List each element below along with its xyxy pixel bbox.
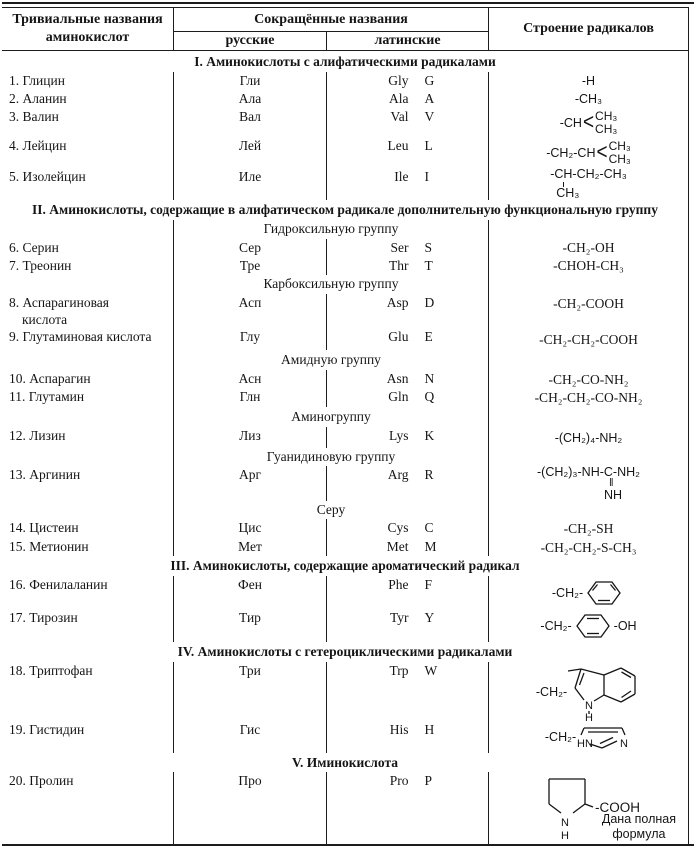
empty-cell bbox=[489, 448, 688, 466]
row-isoleucine bbox=[2, 168, 688, 199]
lat-abbrev bbox=[327, 721, 489, 753]
full-formula-note bbox=[602, 812, 676, 842]
lat3-code: Gly bbox=[388, 73, 409, 89]
trivial-name: 20. Пролин bbox=[2, 772, 174, 844]
lat1-code: L bbox=[424, 138, 433, 154]
trivial-name: 9. Глутаминовая кислота bbox=[2, 328, 174, 350]
lat1-code: T bbox=[424, 257, 433, 273]
lat3-code: Val bbox=[390, 109, 409, 125]
branch-stack bbox=[595, 110, 617, 136]
lat1-code: H bbox=[424, 722, 435, 738]
lat-abbrev bbox=[327, 538, 489, 556]
trivial-name: 10. Аспарагин bbox=[2, 370, 174, 388]
trivial-name: 14. Цистеин bbox=[2, 519, 174, 538]
empty-cell bbox=[2, 275, 174, 294]
rus-abbrev: Лей bbox=[174, 137, 327, 168]
rus-abbrev: Глу bbox=[174, 328, 327, 350]
subsection-label: Амидную группу bbox=[174, 350, 489, 370]
formula-line2: CH₃ bbox=[556, 185, 580, 200]
rus-abbrev: Арг bbox=[174, 466, 327, 501]
row-tyrosine bbox=[2, 609, 688, 642]
branch-bottom: CH₃ bbox=[595, 121, 618, 136]
branched-formula bbox=[560, 110, 618, 136]
rus-abbrev: Цис bbox=[174, 519, 327, 538]
header-abbrev-subcolumns bbox=[174, 32, 488, 50]
branch-bracket: < bbox=[582, 110, 595, 135]
lat-abbrev bbox=[327, 328, 489, 350]
row-glutamic-acid bbox=[2, 328, 688, 350]
trivial-name: 13. Аргинин bbox=[2, 466, 174, 501]
lat-abbrev bbox=[327, 108, 489, 137]
lat3-code: Pro bbox=[389, 773, 409, 789]
section-title-imino: V. Иминокислота bbox=[291, 754, 398, 770]
benzene-ring bbox=[573, 611, 613, 641]
branch-top: CH₃ bbox=[595, 108, 618, 123]
lat3-code: Asn bbox=[386, 371, 409, 387]
lat3-code: Phe bbox=[388, 577, 409, 593]
empty-cell bbox=[489, 275, 688, 294]
hydroxybenzyl-formula bbox=[540, 611, 636, 641]
radical-structure bbox=[489, 137, 688, 168]
lat1-code: I bbox=[424, 169, 429, 185]
imidazolylmethyl-formula bbox=[545, 723, 632, 751]
rus-abbrev: Сер bbox=[174, 239, 327, 257]
row-leucine bbox=[2, 137, 688, 168]
row-aspartic-acid bbox=[2, 294, 688, 329]
top-rule bbox=[2, 2, 694, 4]
trivial-name: 16. Фенилаланин bbox=[2, 576, 174, 609]
header-latin: латинские bbox=[374, 33, 441, 49]
lat-abbrev bbox=[327, 662, 489, 721]
trivial-name: 15. Метионин bbox=[2, 538, 174, 556]
row-phenylalanine bbox=[2, 576, 688, 609]
radical-structure: -CH₂-COOH bbox=[553, 295, 624, 311]
row-histidine bbox=[2, 721, 688, 753]
lat-abbrev bbox=[327, 168, 489, 199]
lat1-code: E bbox=[424, 329, 433, 345]
row-tryptophan bbox=[2, 662, 688, 725]
rus-abbrev: Глн bbox=[174, 388, 327, 407]
lat3-code: Ala bbox=[389, 91, 409, 107]
empty-cell bbox=[2, 350, 174, 370]
lat-abbrev bbox=[327, 72, 489, 90]
lat3-code: Tyr bbox=[389, 610, 409, 626]
table-header bbox=[2, 8, 688, 51]
lat-abbrev bbox=[327, 772, 489, 844]
lat-abbrev bbox=[327, 137, 489, 168]
row-alanine bbox=[2, 90, 688, 108]
subsection-label: Гидроксильную группу bbox=[174, 220, 489, 239]
lat3-code: Ile bbox=[394, 169, 409, 185]
empty-cell bbox=[2, 407, 174, 427]
lat-abbrev bbox=[327, 90, 489, 108]
radical-structure: -CH₂-OH bbox=[562, 239, 615, 255]
radical-structure bbox=[489, 662, 688, 725]
radical-structure: -CH₂-CH₂-S-CH₃ bbox=[540, 539, 637, 555]
lat3-code: Asp bbox=[386, 294, 409, 310]
ring-prefix: -CH₂- bbox=[535, 685, 568, 700]
row-glutamine bbox=[2, 388, 688, 407]
subsection-label: Гуанидиновую группу bbox=[174, 448, 489, 466]
radical-structure bbox=[489, 168, 688, 199]
subsection-carboxyl bbox=[2, 275, 688, 294]
trivial-name: 5. Изолейцин bbox=[2, 168, 174, 199]
rus-abbrev: Тир bbox=[174, 609, 327, 642]
trivial-name: 17. Тирозин bbox=[2, 609, 174, 642]
radical-structure bbox=[489, 108, 688, 137]
lat-abbrev bbox=[327, 370, 489, 388]
empty-cell bbox=[489, 350, 688, 370]
lat1-code: W bbox=[424, 663, 438, 679]
amino-acid-table bbox=[2, 7, 689, 844]
trivial-name: 6. Серин bbox=[2, 239, 174, 257]
lat-abbrev bbox=[327, 427, 489, 448]
lat1-code: R bbox=[424, 467, 434, 483]
row-asparagine bbox=[2, 370, 688, 388]
radical-structure: -(CH₂)₄-NH₂ bbox=[554, 430, 623, 445]
benzyl-formula bbox=[552, 578, 625, 608]
row-methionine bbox=[2, 538, 688, 556]
row-threonine bbox=[2, 257, 688, 275]
lat-abbrev bbox=[327, 388, 489, 407]
empty-cell bbox=[489, 220, 688, 239]
header-russian: русские bbox=[174, 32, 327, 50]
radical-structure: -CH₂-CO-NH₂ bbox=[548, 371, 629, 387]
guanidine-formula bbox=[537, 466, 640, 501]
empty-cell bbox=[2, 220, 174, 239]
trivial-name bbox=[2, 294, 174, 329]
subsection-sulfur bbox=[2, 501, 688, 519]
trivial-name: 4. Лейцин bbox=[2, 137, 174, 168]
lat1-code: M bbox=[424, 539, 437, 555]
branched-formula bbox=[546, 140, 631, 166]
row-serine bbox=[2, 239, 688, 257]
subsection-label: Карбоксильную группу bbox=[174, 275, 489, 294]
subsection-label: Серу bbox=[174, 501, 489, 519]
radical-structure bbox=[489, 576, 688, 609]
subsection-guanidine bbox=[2, 448, 688, 466]
section-title-aromatic: III. Аминокислоты, содержащие ароматический радикал bbox=[170, 558, 520, 574]
lat1-code: F bbox=[424, 577, 433, 593]
lat3-code: Glu bbox=[388, 329, 409, 345]
name-line2: кислота bbox=[22, 311, 68, 327]
header-radical-structure: Строение радикалов bbox=[523, 21, 654, 37]
row-cysteine bbox=[2, 519, 688, 538]
radical-structure: -H bbox=[581, 74, 596, 89]
rus-abbrev: Три bbox=[174, 662, 327, 721]
note-line1: Дана полная bbox=[601, 812, 676, 827]
rus-abbrev: Тре bbox=[174, 257, 327, 275]
lat1-code: N bbox=[424, 371, 435, 387]
indole-ring bbox=[568, 663, 640, 725]
ring-prefix: -CH₂- bbox=[544, 730, 577, 745]
row-lysine bbox=[2, 427, 688, 448]
double-bond: ‖ bbox=[609, 476, 614, 489]
lat-abbrev bbox=[327, 294, 489, 329]
section-title-aliphatic: I. Аминокислоты с алифатическими радикалами bbox=[194, 53, 496, 69]
lat1-code: K bbox=[424, 428, 435, 444]
radical-structure bbox=[489, 772, 688, 844]
section-title-heterocyclic: IV. Аминокислоты с гетероциклическими радикалами bbox=[177, 644, 513, 660]
lat-abbrev bbox=[327, 576, 489, 609]
lat-abbrev bbox=[327, 519, 489, 538]
subsection-amide bbox=[2, 350, 688, 370]
ring-n-label: N bbox=[620, 738, 629, 751]
lat3-code: His bbox=[389, 722, 409, 738]
formula-line3: NH bbox=[604, 487, 623, 502]
rus-abbrev: Лиз bbox=[174, 427, 327, 448]
section-title-functional-group: II. Аминокислоты, содержащие в алифатическом радикале дополнительную функциональную группу bbox=[32, 201, 658, 217]
ring-h-label: H bbox=[560, 830, 569, 843]
branch-prefix: -CH bbox=[559, 115, 582, 130]
lat-abbrev bbox=[327, 257, 489, 275]
ring-n-label: N bbox=[585, 700, 594, 713]
trivial-name: 12. Лизин bbox=[2, 427, 174, 448]
empty-cell bbox=[2, 448, 174, 466]
radical-structure: -CH₂-CH₂-CO-NH₂ bbox=[534, 390, 643, 406]
trivial-name: 3. Валин bbox=[2, 108, 174, 137]
rus-abbrev: Про bbox=[174, 772, 327, 844]
empty-cell bbox=[489, 407, 688, 427]
carboxyl-group: -COOH bbox=[594, 800, 640, 816]
rus-abbrev: Мет bbox=[174, 538, 327, 556]
lat1-code: G bbox=[424, 73, 435, 89]
lat3-code: Gln bbox=[388, 389, 409, 405]
benzene-ring bbox=[584, 578, 624, 608]
formula-line1: -CH-CH₂-CH₃ bbox=[550, 167, 627, 182]
ring-prefix: -CH₂- bbox=[551, 585, 584, 600]
lat-abbrev bbox=[327, 466, 489, 501]
radical-structure: -CHOH-CH₃ bbox=[553, 257, 624, 273]
lat1-code: S bbox=[424, 239, 433, 255]
two-line-formula bbox=[550, 168, 627, 199]
subsection-hydroxyl bbox=[2, 220, 688, 239]
lat3-code: Thr bbox=[389, 257, 409, 273]
name-line1: 8. Аспарагиновая bbox=[9, 294, 109, 310]
lat1-code: V bbox=[424, 109, 435, 125]
formula-line1: -(CH₂)₃-NH-C-NH₂ bbox=[537, 465, 640, 480]
radical-structure: -CH₂-CH₂-COOH bbox=[539, 331, 638, 347]
note-line2: формула bbox=[612, 827, 666, 842]
rus-abbrev: Гис bbox=[174, 721, 327, 753]
lat3-code: Trp bbox=[389, 663, 409, 679]
lat3-code: Ser bbox=[390, 239, 409, 255]
radical-structure bbox=[489, 609, 688, 642]
radical-structure: -CH₂-SH bbox=[563, 521, 614, 537]
lat3-code: Arg bbox=[387, 467, 409, 483]
ring-h-label: H bbox=[585, 712, 594, 725]
branch-top: CH₃ bbox=[608, 138, 631, 153]
lat1-code: D bbox=[424, 294, 435, 310]
lat1-code: A bbox=[424, 91, 435, 107]
lat-abbrev bbox=[327, 609, 489, 642]
row-arginine bbox=[2, 466, 688, 501]
lat-abbrev bbox=[327, 239, 489, 257]
lat1-code: Y bbox=[424, 610, 435, 626]
header-trivial-names: Тривиальные названия аминокислот bbox=[2, 8, 174, 50]
rus-abbrev: Асн bbox=[174, 370, 327, 388]
rus-abbrev: Гли bbox=[174, 72, 327, 90]
row-proline bbox=[2, 772, 688, 844]
subsection-label: Аминогруппу bbox=[174, 407, 489, 427]
subsection-amino bbox=[2, 407, 688, 427]
branch-stack bbox=[609, 140, 631, 166]
trivial-name: 19. Гистидин bbox=[2, 721, 174, 753]
ring-suffix: -OH bbox=[613, 618, 637, 633]
empty-cell bbox=[2, 501, 174, 519]
rus-abbrev: Асп bbox=[174, 294, 327, 329]
trivial-name: 1. Глицин bbox=[2, 72, 174, 90]
ring-prefix: -CH₂- bbox=[540, 618, 572, 633]
rus-abbrev: Фен bbox=[174, 576, 327, 609]
lat1-code: P bbox=[424, 773, 433, 789]
radical-structure bbox=[489, 721, 688, 753]
lat1-code: Q bbox=[424, 389, 435, 405]
ring-n-label: N bbox=[560, 817, 569, 830]
branch-bottom: CH₃ bbox=[608, 151, 631, 166]
header-abbreviated-names bbox=[174, 8, 489, 50]
lat3-code: Cys bbox=[387, 520, 409, 536]
imidazole-ring bbox=[577, 723, 631, 751]
trivial-name: 7. Треонин bbox=[2, 257, 174, 275]
branch-bracket: < bbox=[596, 140, 608, 165]
rus-abbrev: Вал bbox=[174, 108, 327, 137]
lat3-code: Lys bbox=[388, 428, 409, 444]
row-valine bbox=[2, 108, 688, 137]
indolylmethyl-formula bbox=[535, 663, 641, 725]
trivial-name: 2. Аланин bbox=[2, 90, 174, 108]
trivial-name: 11. Глутамин bbox=[2, 388, 174, 407]
trivial-name: 18. Триптофан bbox=[2, 662, 174, 721]
lat3-code: Leu bbox=[387, 138, 409, 154]
header-abbrev-title: Сокращённые названия bbox=[174, 8, 488, 32]
rus-abbrev: Иле bbox=[174, 168, 327, 199]
rus-abbrev: Ала bbox=[174, 90, 327, 108]
lat1-code: C bbox=[424, 520, 434, 536]
radical-structure: -CH₃ bbox=[574, 92, 603, 107]
empty-cell bbox=[489, 501, 688, 519]
row-glycine bbox=[2, 72, 688, 90]
ring-hn-label: HN bbox=[577, 738, 593, 751]
branch-prefix: -CH₂-CH bbox=[546, 145, 596, 160]
lat3-code: Met bbox=[386, 539, 409, 555]
radical-structure bbox=[489, 466, 688, 501]
